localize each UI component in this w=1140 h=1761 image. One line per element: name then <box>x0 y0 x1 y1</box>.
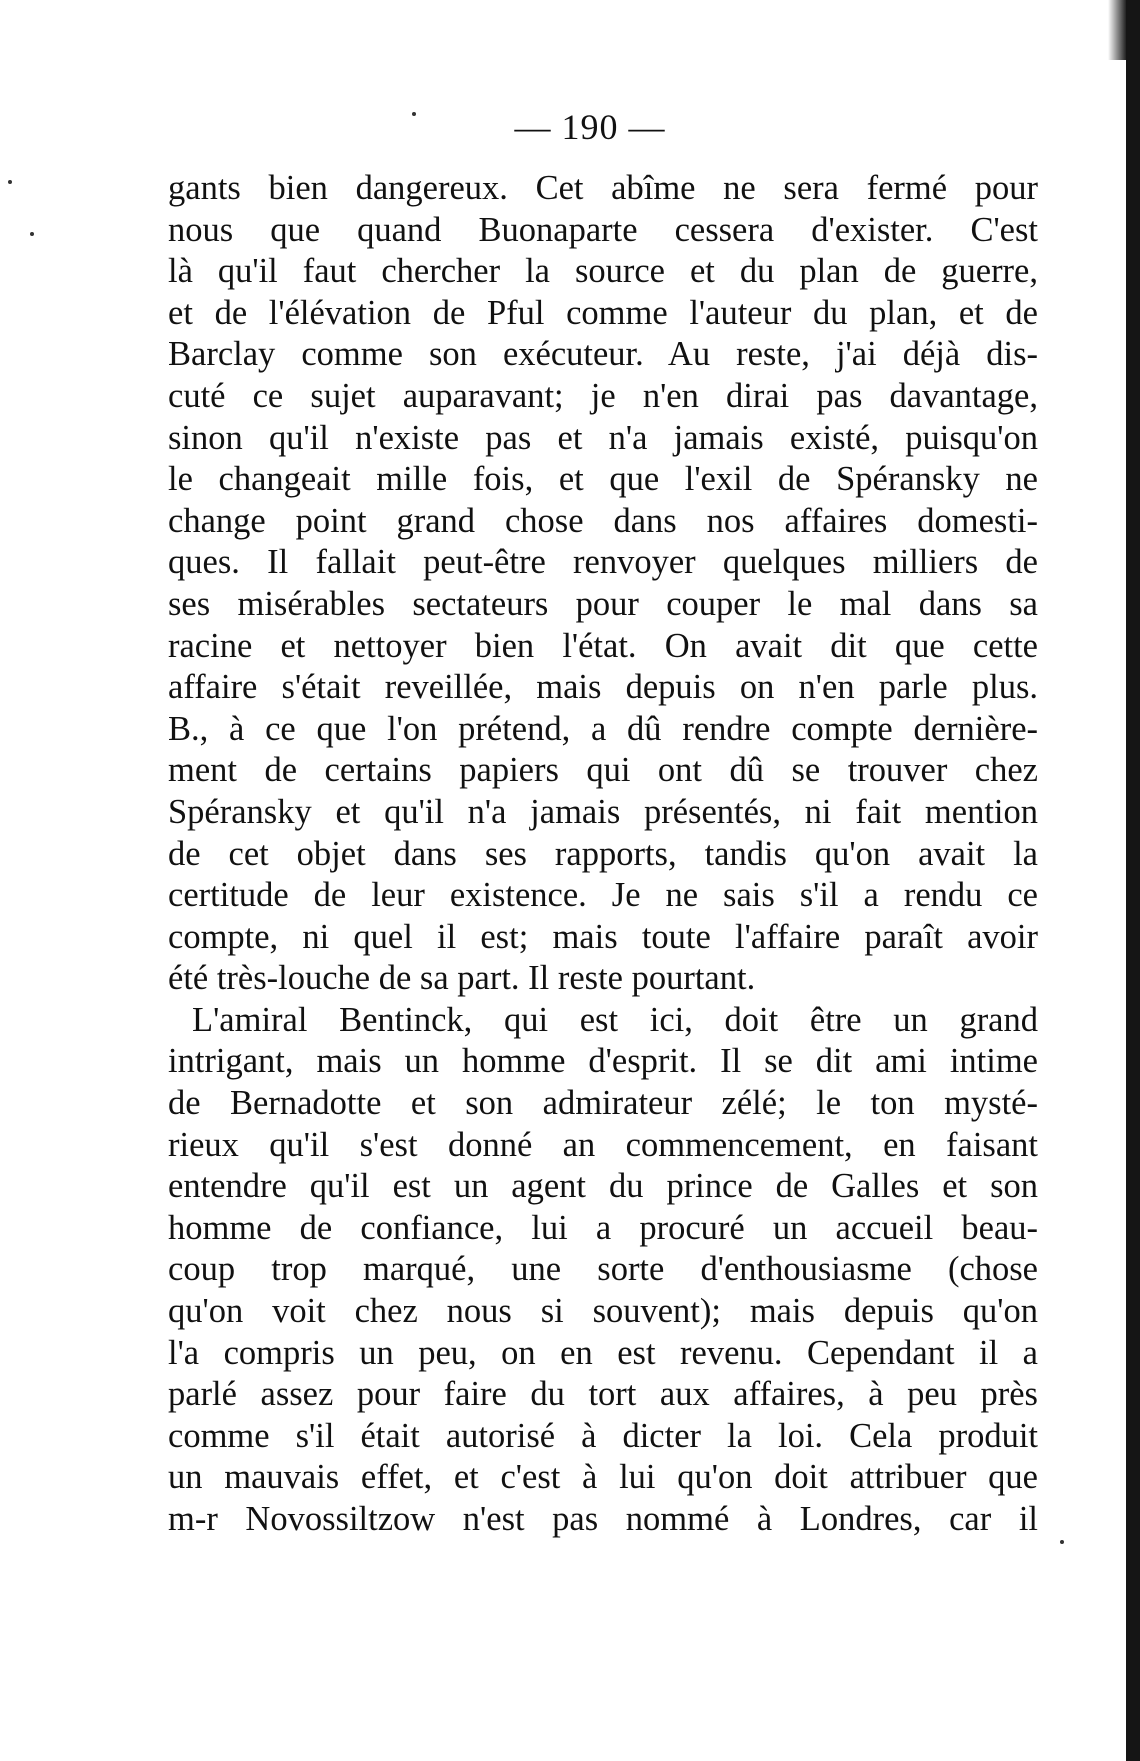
ink-speck <box>412 112 416 116</box>
body-text <box>168 168 1038 1541</box>
text-line: compte, ni quel il est; mais toute l'affaire paraît avoir <box>168 917 1038 956</box>
page-edge-shadow <box>1126 0 1140 1761</box>
text-line: racine et nettoyer bien l'état. On avait dit que cette <box>168 626 1038 665</box>
text-line: un mauvais effet, et c'est à lui qu'on doit attribuer que <box>168 1458 1038 1497</box>
text-line: ques. Il fallait peut-être renvoyer quelques milliers de <box>168 543 1038 582</box>
text-line: Spéransky et qu'il n'a jamais présentés, ni fait mention <box>168 792 1038 831</box>
text-line: de cet objet dans ses rapports, tandis qu'on avait la <box>168 834 1038 873</box>
text-line-paragraph-start: L'amiral Bentinck, qui est ici, doit être un grand <box>192 1000 1038 1039</box>
text-line: Barclay comme son exécuteur. Au reste, j'ai déjà dis- <box>168 335 1038 374</box>
text-line: parlé assez pour faire du tort aux affaires, à peu près <box>168 1375 1038 1414</box>
text-line-paragraph-end: été très-louche de sa part. Il reste pourtant. <box>168 959 756 998</box>
text-line: cuté ce sujet auparavant; je n'en dirai pas davantage, <box>168 376 1038 415</box>
ink-speck <box>1060 1540 1064 1544</box>
text-line: B., à ce que l'on prétend, a dû rendre compte dernière- <box>168 709 1038 748</box>
text-line: ses misérables sectateurs pour couper le mal dans sa <box>168 584 1038 623</box>
text-line: homme de confiance, lui a procuré un accueil beau- <box>168 1208 1038 1247</box>
text-line: le changeait mille fois, et que l'exil de Spéransky ne <box>168 460 1038 499</box>
ink-speck <box>8 180 12 184</box>
text-line: gants bien dangereux. Cet abîme ne sera fermé pour <box>168 169 1038 207</box>
text-line: change point grand chose dans nos affaires domesti- <box>168 501 1038 540</box>
text-line: qu'on voit chez nous si souvent); mais depuis qu'on <box>168 1292 1038 1331</box>
text-line: affaire s'était reveillée, mais depuis on n'en parle plus. <box>168 668 1038 707</box>
text-line: certitude de leur existence. Je ne sais s'il a rendu ce <box>168 876 1038 915</box>
text-line: rieux qu'il s'est donné an commencement, en faisant <box>168 1125 1038 1164</box>
text-line: là qu'il faut chercher la source et du plan de guerre, <box>168 252 1038 291</box>
text-line: nous que quand Buonaparte cessera d'exister. C'est <box>168 210 1038 249</box>
text-line: de Bernadotte et son admirateur zélé; le ton mysté- <box>168 1084 1038 1123</box>
text-line: entendre qu'il est un agent du prince de Galles et son <box>168 1167 1038 1206</box>
text-line: et de l'élévation de Pful comme l'auteur du plan, et de <box>168 293 1038 332</box>
text-line: intrigant, mais un homme d'esprit. Il se dit ami intime <box>168 1042 1038 1081</box>
ink-speck <box>30 232 34 236</box>
page-edge-taper <box>1108 0 1126 60</box>
text-line: coup trop marqué, une sorte d'enthousiasme (chose <box>168 1250 1038 1289</box>
text-line: comme s'il était autorisé à dicter la loi. Cela produit <box>168 1416 1038 1455</box>
text-line: l'a compris un peu, on en est revenu. Cependant il a <box>168 1333 1038 1372</box>
text-line: ment de certains papiers qui ont dû se trouver chez <box>168 751 1038 790</box>
page-number: — 190 — <box>514 107 666 147</box>
text-line: m-r Novossiltzow n'est pas nommé à Londres, car il <box>168 1500 1038 1538</box>
text-line: sinon qu'il n'existe pas et n'a jamais existé, puisqu'on <box>168 418 1038 457</box>
